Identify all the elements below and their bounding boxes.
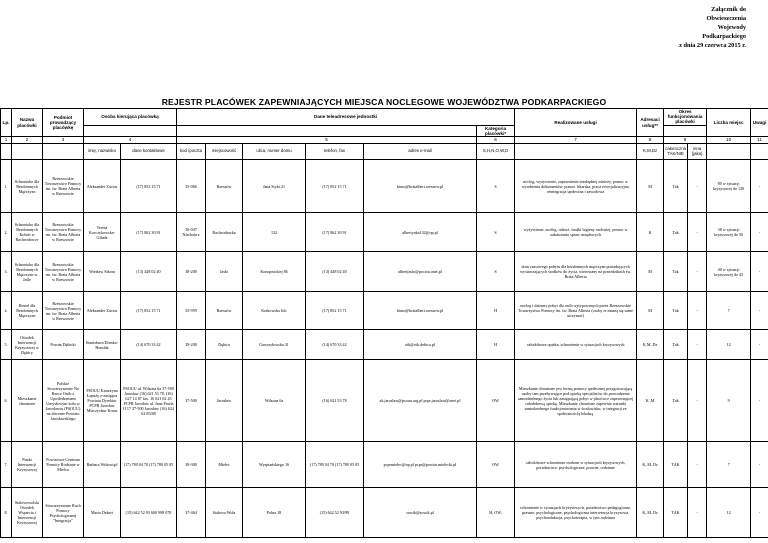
column-number: 6 <box>477 137 515 144</box>
cell-uslugi: całodobowe schronienie osobom w sytuacjach kryzysowych, poradnictwo: psychologiczne, prawne, rodzinne <box>515 442 637 488</box>
cell-miejscowosc: Stalowa Wola <box>206 488 243 538</box>
cell-email: oik@oik.debica.pl <box>364 330 477 360</box>
cell-kontakt: (17) 852 15 71 <box>121 292 177 330</box>
cell-podmiot: Stowarzyszenie Ruch Pomocy Psychologicznej "Integracja" <box>43 488 84 538</box>
cell-telefon: (15) 642 52 93/99 <box>306 488 364 538</box>
cell-miejscowosc: Mielec <box>206 442 243 488</box>
column-number: 9 <box>664 137 707 144</box>
table-row <box>1 330 768 360</box>
cell-podmiot: Powiatowe Centrum Pomocy Rodzinie w Mielcu <box>43 442 84 488</box>
cell-podmiot: Rzeszowskie Towarzystwo Pomocy im. św. Brata Alberta w Rzeszowie <box>43 160 84 213</box>
cell-kategoria: H <box>477 330 515 360</box>
cell-uwagi: - <box>751 252 768 292</box>
cell-email: zk.jaroslaw@psouu.org.pl pcpr.jaroslaw@onet.pl <box>364 360 477 442</box>
annex-line: Obwieszczenia <box>706 15 746 22</box>
column-number: 1 <box>1 137 12 144</box>
cell-adresaci: M <box>637 160 664 213</box>
cell-caloroczna: Tak <box>664 160 688 213</box>
cell-ulica: Konopnickiej 86 <box>243 252 306 292</box>
cell-telefon: (17) 780 04 70 (17) 780 05 05 <box>306 442 364 488</box>
cell-adresaci: K <box>637 213 664 252</box>
cell-ulica: Krakowska 64c <box>243 292 306 330</box>
cell-adresaci: K,M, Dz <box>637 330 664 360</box>
cell-liczba: 7 <box>707 292 751 330</box>
cell-kategoria: S <box>477 252 515 292</box>
annex-line: Wojewody <box>717 24 746 31</box>
cell-kategoria: S <box>477 160 515 213</box>
cell-podmiot: Polskie Stowarzyszenie Na Rzecz Osób z Upośledzeniem Umysłowym koło w Jarosławiu (PSOUU) na zlecenie Powiatu Jarosławskiego <box>43 360 84 442</box>
cell-liczba: 12 <box>707 330 751 360</box>
header-telefon: telefon, fax <box>306 144 364 160</box>
cell-uwagi: - <box>751 488 768 538</box>
cell-adresaci: K, M, Dz <box>637 488 664 538</box>
header-inna: inna (jaka) <box>688 144 707 160</box>
cell-uslugi: Mieszkanie chronione jest formą pomocy społecznej przygotowującą osoby tam przebywające pod opieką specjalistów do prowadzenia samodzielnego życia lub zastępującą pobyt w placówce zapewniającej całodobową opiekę. Mieszkanie chronione zapewnia warunki samodzielnego funkcjonowania w środowisku, w integracji ze społecznością lokalną. <box>515 360 637 442</box>
cell-lp: 4. <box>1 292 12 330</box>
cell-kontakt: (13) 448 02 40 <box>121 252 177 292</box>
cell-caloroczna: Tak <box>664 213 688 252</box>
cell-ulica: Jana Styki 21 <box>243 160 306 213</box>
header-liczba: Liczba miejsc <box>707 109 751 137</box>
cell-inna: - <box>688 488 707 538</box>
header-empty <box>1 144 12 160</box>
cell-uwagi: - <box>751 213 768 252</box>
cell-inna: - <box>688 360 707 442</box>
cell-kategoria: H <box>477 292 515 330</box>
header-uslugi: Realizowane usługi <box>515 109 637 137</box>
cell-kod: 37-464 <box>177 488 206 538</box>
cell-liczba: 9 <box>707 360 751 442</box>
table-row <box>1 442 768 488</box>
cell-kategoria: S <box>477 213 515 252</box>
cell-caloroczna: TAK <box>664 442 688 488</box>
cell-caloroczna: Tak <box>664 252 688 292</box>
cell-kod: 35-959 <box>177 292 206 330</box>
column-number: 11 <box>751 137 768 144</box>
cell-email: biuro@bratalbert.rzeszow.pl <box>364 292 477 330</box>
cell-kod: 39-200 <box>177 330 206 360</box>
cell-kod: 38-200 <box>177 252 206 292</box>
cell-lp: 1. <box>1 160 12 213</box>
cell-uwagi: - <box>751 292 768 330</box>
header-spacer <box>664 125 707 136</box>
header-miejscowosc: miejscowość <box>206 144 243 160</box>
cell-ulica: Wilsona 6a <box>243 360 306 442</box>
cell-telefon: (17) 852 15 71 <box>306 292 364 330</box>
cell-miejscowosc: Jasło <box>206 252 243 292</box>
header-kategoria: Kategoria placówki* <box>477 125 515 136</box>
cell-adresaci: M <box>637 252 664 292</box>
table-row <box>1 252 768 292</box>
header-kod: kod /poczta <box>177 144 206 160</box>
annex-line: Podkarpackiego <box>702 33 746 40</box>
cell-podmiot: Rzeszowskie Towarzystwo Pomocy im. św. Brata Alberta w Rzeszowie <box>43 213 84 252</box>
cell-nazwa: Stalowowolski Ośrodek Wsparcia i Interwencji Kryzysowej <box>12 488 43 538</box>
header-empty <box>751 144 768 160</box>
header-empty <box>43 144 84 160</box>
cell-miejscowosc: Rzeszów <box>206 292 243 330</box>
cell-email: sowik@sowik.pl <box>364 488 477 538</box>
cell-imie: Aleksander Zacios <box>84 292 121 330</box>
cell-imie: Barbara Widowiąd <box>84 442 121 488</box>
cell-telefon: (14) 670 33 42 <box>306 330 364 360</box>
cell-inna: - <box>688 330 707 360</box>
cell-kategoria: OW <box>477 442 515 488</box>
cell-caloroczna: TAK <box>664 488 688 538</box>
annex-header <box>679 5 746 50</box>
header-caloroczna: całoroczna TAK/NIE <box>664 144 688 160</box>
header-row-numbers <box>1 137 768 144</box>
cell-podmiot: Rzeszowskie Towarzystwo Pomocy im. św. Brata Alberta w Rzeszowie <box>43 292 84 330</box>
cell-inna: - <box>688 252 707 292</box>
cell-podmiot: Powiat Dębicki <box>43 330 84 360</box>
header-row-sub <box>1 144 768 160</box>
header-email: adres e-mail <box>364 144 477 160</box>
cell-kategoria: OW <box>477 360 515 442</box>
header-adresaci-codes: K,M,Dz <box>637 144 664 160</box>
table-row <box>1 213 768 252</box>
header-empty <box>707 144 751 160</box>
cell-miejscowosc: Rachwałowka <box>206 213 243 252</box>
cell-telefon: (17) 852 15 71 <box>306 160 364 213</box>
cell-lp: 6. <box>1 360 12 442</box>
cell-kontakt: (15) 642 52 93 600 998 078 <box>121 488 177 538</box>
register-table <box>0 108 768 538</box>
cell-imie: Teresa Korczykowska-Gibała <box>84 213 121 252</box>
cell-uwagi: - <box>751 360 768 442</box>
cell-miejscowosc: Dębica <box>206 330 243 360</box>
table-row <box>1 488 768 538</box>
cell-telefon: (13) 448 02 40 <box>306 252 364 292</box>
table-row <box>1 292 768 330</box>
cell-imie: PSOUU Katarzyna Łopuży z-zastępca Powiatu Dyrektor PCPR Jarosław Mieczysław Kraus <box>84 360 121 442</box>
header-row-main <box>1 109 768 126</box>
header-spacer <box>177 125 477 136</box>
cell-uslugi: schronienie w sytuacjach kryzysowych, poradnictwo pedagogiczne, prawne, psychologiczne, psychologiczna interwencja kryzysowa, psychoedukacja, psychoterapia, w tym rodzinna <box>515 488 637 538</box>
cell-email: albertjaslo@poczta.onet.pl <box>364 252 477 292</box>
cell-nazwa: Schronisko dla Bezdomnych Mężczyzn w Jaśle <box>12 252 43 292</box>
header-podmiot: Podmiot prowadzący placówkę <box>43 109 84 137</box>
cell-kategoria: H, OW, <box>477 488 515 538</box>
cell-nazwa: Hostel dla Bezdomnych Mężczyzn <box>12 292 43 330</box>
table-row <box>1 360 768 442</box>
column-number: 2 <box>12 137 43 144</box>
cell-ulica: 132 <box>243 213 306 252</box>
table-body <box>1 160 768 538</box>
header-lp: Lp. <box>1 109 12 137</box>
cell-nazwa: Ośrodek Interwencji Kryzysowej w Dębicy <box>12 330 43 360</box>
cell-lp: 7. <box>1 442 12 488</box>
cell-email: albertynka132@op.pl <box>364 213 477 252</box>
header-spacer <box>84 125 177 136</box>
cell-caloroczna: Tak <box>664 360 688 442</box>
cell-caloroczna: Tak <box>664 292 688 330</box>
table-row <box>1 160 768 213</box>
cell-kod: 35-066 <box>177 160 206 213</box>
cell-liczba: 40 w sytuacji kryzysowej do 45 <box>707 252 751 292</box>
cell-miejscowosc: Rzeszów <box>206 160 243 213</box>
cell-uwagi: - <box>751 160 768 213</box>
cell-uwagi: - <box>751 442 768 488</box>
cell-adresaci: K, M, Dz <box>637 442 664 488</box>
cell-ulica: Gawrzyłowska 31 <box>243 330 306 360</box>
cell-kontakt: PSOUU ul. Wilsona 6a 37-500 Jarosław (16) 621 53 78, (16) 627 14 87 fax. 16 621 02 43 PCPR Jarosław ul. Jana Pawła II 17 37-500 Jarosław (16) 624 62 85/88 <box>121 360 177 442</box>
cell-ulica: Wyspiańskiego 16 <box>243 442 306 488</box>
cell-imie: Stanisława Domko-Homlak <box>84 330 121 360</box>
header-adresaci: Adresaci usług** <box>637 109 664 137</box>
cell-email: biuro@bratalbert.rzeszow.pl <box>364 160 477 213</box>
cell-kontakt: (14) 670 33 42 <box>121 330 177 360</box>
header-uwagi: Uwagi <box>751 109 768 137</box>
cell-kod: 37-500 <box>177 360 206 442</box>
cell-miejscowosc: Jarosław <box>206 360 243 442</box>
cell-liczba: 80 w sytuacji kryzysowej do 120 <box>707 160 751 213</box>
header-ulica: ulica, numer domu <box>243 144 306 160</box>
cell-uslugi: wyżywienie, nocleg, odzież, środki higieny osobistej, pomoc w załatwianiu spraw urzędowych <box>515 213 637 252</box>
header-kategoria-codes: S,H,N,O,W,D <box>477 144 515 160</box>
cell-telefon: (16) 621 53 78 <box>306 360 364 442</box>
document-title: REJESTR PLACÓWEK ZAPEWNIAJĄCYCH MIEJSCA NOCLEGOWE WOJEWÓDZTWA PODKARPACKIEGO <box>161 97 607 107</box>
cell-uwagi: - <box>751 330 768 360</box>
cell-lp: 5. <box>1 330 12 360</box>
cell-uslugi: dom czasowego pobytu dla bezdomnych mężczyzn posiadających wystarczających środków do życia, wierowany na przeżdzikach św. Brata Alberta <box>515 252 637 292</box>
cell-uslugi: nocleg, wyżywienie, zapewnienie niezbędnej odzieży, pomoc w wyrobieniu dokumentów, pomoc lekarska, praca resocjalizacyjna, reintegracja społeczna i zawodowa <box>515 160 637 213</box>
cell-kontakt: (17) 852 15 71 <box>121 160 177 213</box>
cell-inna: - <box>688 292 707 330</box>
cell-nazwa: Schronisko dla Bezdomnych Kobiet w Rachwałowce <box>12 213 43 252</box>
cell-telefon: (17) 862 30 91 <box>306 213 364 252</box>
column-number: 5 <box>177 137 477 144</box>
header-dane-kontaktowe: dane kontaktowe <box>121 144 177 160</box>
cell-kod: 39-300 <box>177 442 206 488</box>
cell-kod: 36-047 Niechobrz <box>177 213 206 252</box>
header-dane-teleadresowe: Dane teleadresowe jednostki <box>177 109 515 126</box>
cell-inna: - <box>688 442 707 488</box>
cell-uslugi: całodobowa opieka, schronienie w sytuacjach kryzysowych <box>515 330 637 360</box>
header-okres: Okres funkcjonowania placówki <box>664 109 707 126</box>
annex-line: Załącznik do <box>711 6 746 13</box>
cell-adresaci: M <box>637 292 664 330</box>
column-number: 8 <box>637 137 664 144</box>
cell-kontakt: (17) 862 30 91 <box>121 213 177 252</box>
cell-liczba: 38 w sytuacji kryzysowej do 50 <box>707 213 751 252</box>
cell-inna: - <box>688 160 707 213</box>
cell-podmiot: Rzeszowskie Towarzystwo Pomocy im. św. Brata Alberta w Rzeszowie <box>43 252 84 292</box>
header-empty <box>12 144 43 160</box>
cell-caloroczna: Tak <box>664 330 688 360</box>
cell-lp: 2. <box>1 213 12 252</box>
cell-adresaci: K ,M <box>637 360 664 442</box>
cell-imie: Aleksander Zacios <box>84 160 121 213</box>
header-osoba: Osoba kierująca placówką <box>84 109 177 126</box>
header-empty <box>515 144 637 160</box>
cell-nazwa: Mieszkanie chronione <box>12 360 43 442</box>
cell-nazwa: Schronisko dla Bezdomnych Mężczyzn <box>12 160 43 213</box>
column-number: 7 <box>515 137 637 144</box>
cell-imie: Wiesław Sikora <box>84 252 121 292</box>
cell-lp: 8. <box>1 488 12 538</box>
cell-inna: - <box>688 213 707 252</box>
cell-uslugi: nocleg i dzienny pobyt dla osób wytypowanych przez Rzeszowskie Towarzystwo Pomocy im. św. Brata Alberta (osoby te muszą się same utrzymać) <box>515 292 637 330</box>
column-number: 3 <box>43 137 84 144</box>
header-nazwa: Nazwa placówki <box>12 109 43 137</box>
column-number: 4 <box>84 137 177 144</box>
annex-line: z dnia 29 czerwca 2015 r. <box>679 42 746 49</box>
cell-liczba: 12 <box>707 488 751 538</box>
cell-ulica: Polna 18 <box>243 488 306 538</box>
cell-kontakt: (17) 780 04 70 (17) 780 05 05 <box>121 442 177 488</box>
cell-email: pcprmielec@op.pl pcpr@powiat.mielecki.pl <box>364 442 477 488</box>
cell-nazwa: Punkt Interwencji Kryzysowej <box>12 442 43 488</box>
column-number: 10 <box>707 137 751 144</box>
cell-lp: 3. <box>1 252 12 292</box>
header-imie: imię, nazwisko <box>84 144 121 160</box>
cell-liczba: 7 <box>707 442 751 488</box>
cell-imie: Maria Dekert <box>84 488 121 538</box>
